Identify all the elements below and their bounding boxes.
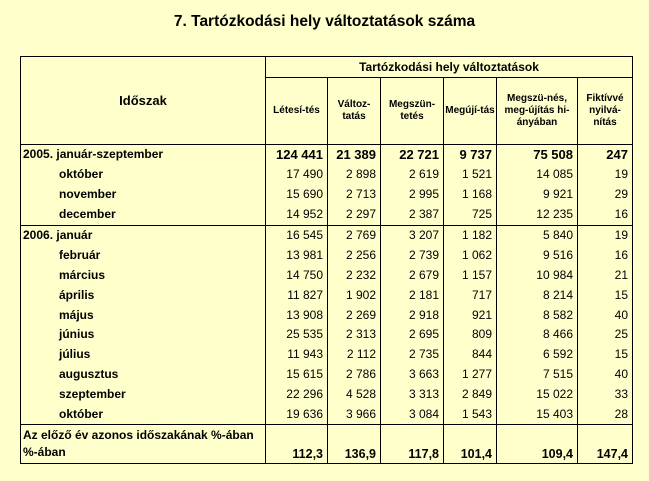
row-value: 15 bbox=[578, 285, 633, 305]
row-value: 11 827 bbox=[266, 285, 328, 305]
row-value: 7 515 bbox=[497, 365, 578, 385]
row-value: 2 619 bbox=[381, 165, 444, 185]
row-value: 22 296 bbox=[266, 385, 328, 405]
row-value: 9 516 bbox=[497, 245, 578, 265]
footer-row bbox=[21, 425, 633, 464]
row-value: 19 bbox=[578, 225, 633, 245]
row-label: május bbox=[21, 305, 266, 325]
row-value: 921 bbox=[444, 305, 497, 325]
row-value: 3 084 bbox=[381, 405, 444, 425]
table-row bbox=[21, 205, 633, 225]
footer-label: Az előző év azonos időszakának %-ában %-ában bbox=[21, 425, 266, 464]
row-label: november bbox=[21, 185, 266, 205]
row-value: 124 441 bbox=[266, 145, 328, 165]
row-value: 9 921 bbox=[497, 185, 578, 205]
row-value: 1 182 bbox=[444, 225, 497, 245]
row-label: augusztus bbox=[21, 365, 266, 385]
row-value: 11 943 bbox=[266, 345, 328, 365]
row-value: 9 737 bbox=[444, 145, 497, 165]
row-value: 2 297 bbox=[328, 205, 381, 225]
row-value: 844 bbox=[444, 345, 497, 365]
footer-value: 112,3 bbox=[266, 425, 328, 464]
row-value: 3 966 bbox=[328, 405, 381, 425]
row-value: 6 592 bbox=[497, 345, 578, 365]
row-value: 3 313 bbox=[381, 385, 444, 405]
table-row bbox=[21, 145, 633, 165]
row-value: 14 952 bbox=[266, 205, 328, 225]
row-value: 40 bbox=[578, 305, 633, 325]
row-value: 2 695 bbox=[381, 325, 444, 345]
row-value: 3 663 bbox=[381, 365, 444, 385]
row-value: 2 232 bbox=[328, 265, 381, 285]
row-label: 2006. január bbox=[21, 225, 266, 245]
footer-value: 117,8 bbox=[381, 425, 444, 464]
table-row bbox=[21, 365, 633, 385]
row-label: október bbox=[21, 405, 266, 425]
row-value: 13 981 bbox=[266, 245, 328, 265]
data-table bbox=[20, 56, 633, 464]
row-value: 2 918 bbox=[381, 305, 444, 325]
row-value: 1 277 bbox=[444, 365, 497, 385]
row-value: 25 535 bbox=[266, 325, 328, 345]
row-value: 2 679 bbox=[381, 265, 444, 285]
table-row bbox=[21, 405, 633, 425]
row-label: december bbox=[21, 205, 266, 225]
row-value: 17 490 bbox=[266, 165, 328, 185]
row-value: 16 bbox=[578, 205, 633, 225]
row-value: 13 908 bbox=[266, 305, 328, 325]
row-value: 16 bbox=[578, 245, 633, 265]
row-value: 725 bbox=[444, 205, 497, 225]
row-value: 8 214 bbox=[497, 285, 578, 305]
row-label: július bbox=[21, 345, 266, 365]
row-value: 1 168 bbox=[444, 185, 497, 205]
table-row bbox=[21, 285, 633, 305]
column-header: Megújí-tás bbox=[444, 78, 497, 145]
row-value: 1 543 bbox=[444, 405, 497, 425]
row-value: 2 181 bbox=[381, 285, 444, 305]
row-value: 2 112 bbox=[328, 345, 381, 365]
row-value: 2 387 bbox=[381, 205, 444, 225]
row-value: 2 735 bbox=[381, 345, 444, 365]
row-value: 19 bbox=[578, 165, 633, 185]
table-row bbox=[21, 385, 633, 405]
row-value: 2 739 bbox=[381, 245, 444, 265]
table-row bbox=[21, 185, 633, 205]
row-value: 21 389 bbox=[328, 145, 381, 165]
column-header: Változ-tatás bbox=[328, 78, 381, 145]
row-value: 247 bbox=[578, 145, 633, 165]
row-label: 2005. január-szeptember bbox=[21, 145, 266, 165]
page-title: 7. Tartózkodási hely változtatások száma bbox=[173, 13, 476, 30]
row-label: március bbox=[21, 265, 266, 285]
row-value: 22 721 bbox=[381, 145, 444, 165]
row-value: 33 bbox=[578, 385, 633, 405]
column-header: Fiktívvé nyilvá-nítás bbox=[578, 78, 633, 145]
row-value: 25 bbox=[578, 325, 633, 345]
table-row bbox=[21, 225, 633, 245]
row-value: 2 313 bbox=[328, 325, 381, 345]
row-value: 1 157 bbox=[444, 265, 497, 285]
table-row bbox=[21, 345, 633, 365]
table-row bbox=[21, 265, 633, 285]
row-value: 15 bbox=[578, 345, 633, 365]
row-value: 2 769 bbox=[328, 225, 381, 245]
row-value: 75 508 bbox=[497, 145, 578, 165]
column-header: Létesí-tés bbox=[266, 78, 328, 145]
row-label: június bbox=[21, 325, 266, 345]
row-value: 2 269 bbox=[328, 305, 381, 325]
row-value: 15 403 bbox=[497, 405, 578, 425]
row-value: 15 690 bbox=[266, 185, 328, 205]
table-row bbox=[21, 165, 633, 185]
row-value: 10 984 bbox=[497, 265, 578, 285]
row-value: 12 235 bbox=[497, 205, 578, 225]
row-value: 2 849 bbox=[444, 385, 497, 405]
row-value: 15 022 bbox=[497, 385, 578, 405]
column-header: Megszün-tetés bbox=[381, 78, 444, 145]
row-label: április bbox=[21, 285, 266, 305]
period-header: Időszak bbox=[21, 57, 266, 145]
row-value: 15 615 bbox=[266, 365, 328, 385]
row-value: 2 995 bbox=[381, 185, 444, 205]
row-value: 809 bbox=[444, 325, 497, 345]
row-value: 4 528 bbox=[328, 385, 381, 405]
footer-value: 109,4 bbox=[497, 425, 578, 464]
column-header: Megszü-nés, meg-újítás hi-ányában bbox=[497, 78, 578, 145]
group-header: Tartózkodási hely változtatások bbox=[266, 57, 633, 78]
row-value: 40 bbox=[578, 365, 633, 385]
row-value: 717 bbox=[444, 285, 497, 305]
row-value: 19 636 bbox=[266, 405, 328, 425]
row-value: 1 062 bbox=[444, 245, 497, 265]
row-value: 3 207 bbox=[381, 225, 444, 245]
row-label: október bbox=[21, 165, 266, 185]
row-value: 5 840 bbox=[497, 225, 578, 245]
footer-value: 101,4 bbox=[444, 425, 497, 464]
row-value: 14 085 bbox=[497, 165, 578, 185]
table-row bbox=[21, 245, 633, 265]
row-label: szeptember bbox=[21, 385, 266, 405]
row-value: 8 466 bbox=[497, 325, 578, 345]
table-body bbox=[21, 145, 633, 425]
row-value: 14 750 bbox=[266, 265, 328, 285]
row-value: 2 786 bbox=[328, 365, 381, 385]
table-row bbox=[21, 305, 633, 325]
row-value: 29 bbox=[578, 185, 633, 205]
row-value: 16 545 bbox=[266, 225, 328, 245]
row-value: 2 256 bbox=[328, 245, 381, 265]
row-value: 2 713 bbox=[328, 185, 381, 205]
row-value: 28 bbox=[578, 405, 633, 425]
row-value: 1 521 bbox=[444, 165, 497, 185]
row-label: február bbox=[21, 245, 266, 265]
table-row bbox=[21, 325, 633, 345]
footer-value: 147,4 bbox=[578, 425, 633, 464]
footer-value: 136,9 bbox=[328, 425, 381, 464]
row-value: 21 bbox=[578, 265, 633, 285]
row-value: 8 582 bbox=[497, 305, 578, 325]
row-value: 2 898 bbox=[328, 165, 381, 185]
row-value: 1 902 bbox=[328, 285, 381, 305]
